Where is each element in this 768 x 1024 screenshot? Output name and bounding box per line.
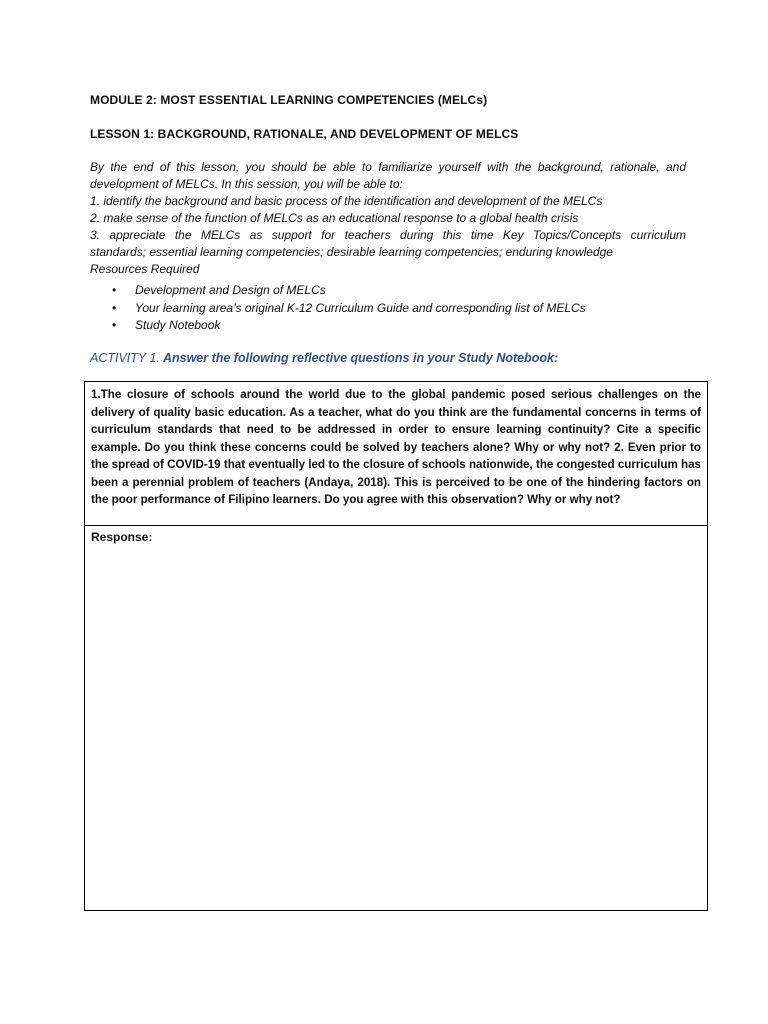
list-item	[90, 317, 686, 335]
bullet-icon: •	[112, 300, 117, 315]
objective-3: 3. appreciate the MELCs as support for teachers during this time Key Topics/Concepts curriculum	[90, 228, 686, 242]
lesson-title: LESSON 1: BACKGROUND, RATIONALE, AND DEVELOPMENT OF MELCS	[90, 127, 519, 141]
response-box[interactable]	[84, 525, 708, 911]
intro-line-2: development of MELCs. In this session, you will be able to:	[90, 177, 403, 191]
list-item	[90, 282, 686, 300]
resources-heading: Resources Required	[90, 262, 200, 276]
resources-list	[90, 282, 686, 335]
activity-instruction: Answer the following reflective questions in your Study Notebook:	[162, 351, 559, 365]
key-topics-continued: standards; essential learning competencies; desirable learning competencies; enduring knowledge	[90, 245, 613, 259]
activity-label: ACTIVITY 1.	[90, 351, 160, 365]
activity-heading	[90, 351, 558, 365]
reflective-questions: 1.The closure of schools around the world due to the global pandemic posed serious challenges on the delivery of quality basic education. As a teacher, what do you think are the fundamental concerns in terms of curriculum standards that need to be addressed in order to ensure learning continuity? Cite a specific example. Do you think these concerns could be solved by teachers alone? Why or why not? 2. Even prior to the spread of COVID-19 that eventually led to the closure of schools nationwide, the congested curriculum has been a perennial problem of teachers (Andaya, 2018). This is perceived to be one of the hindering factors on the poor performance of Filipino learners. Do you agree with this observation? Why or why not?	[91, 388, 701, 506]
bullet-icon: •	[112, 283, 117, 297]
intro-line-1: By the end of this lesson, you should be able to familiarize yourself with the background, rationale, and	[90, 160, 686, 174]
questions-box	[84, 381, 708, 526]
resource-item-label: Study Notebook	[135, 318, 221, 332]
bullet-icon: •	[112, 318, 117, 332]
module-title: MODULE 2: MOST ESSENTIAL LEARNING COMPETENCIES (MELCs)	[90, 93, 488, 107]
resource-item-label: Your learning area’s original K-12 Curriculum Guide and corresponding list of MELCs	[135, 300, 586, 315]
list-item	[90, 300, 686, 318]
response-label: Response:	[91, 530, 153, 544]
objective-1: 1. identify the background and basic process of the identification and development of the MELCs	[90, 194, 603, 208]
lesson-intro	[90, 159, 686, 278]
resource-item-label: Development and Design of MELCs	[135, 283, 326, 297]
objective-2: 2. make sense of the function of MELCs as an educational response to a global health crisis	[90, 211, 579, 225]
